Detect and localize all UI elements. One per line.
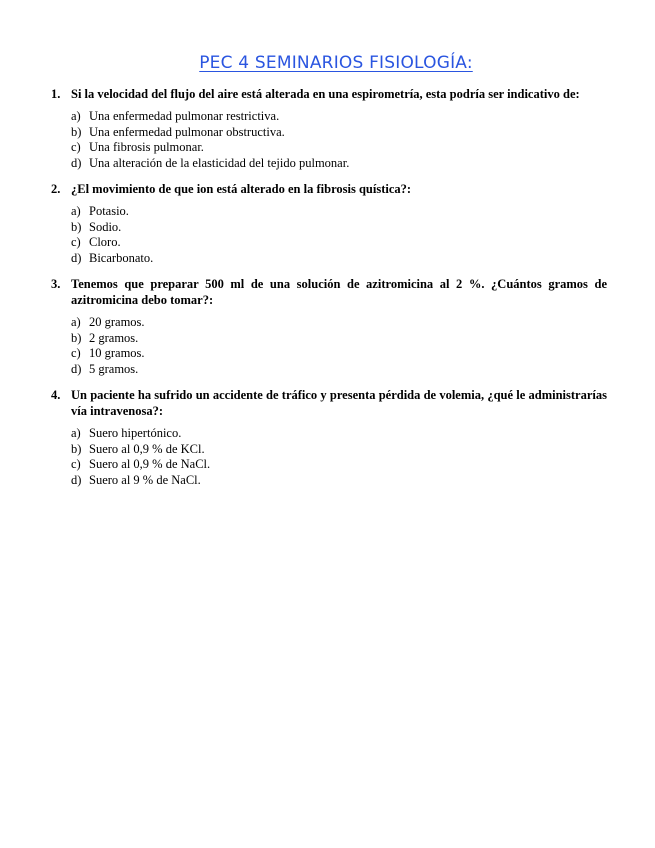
option-letter: c): [71, 346, 81, 360]
option-letter: b): [71, 124, 82, 139]
question-header: [51, 276, 607, 308]
option-list: [71, 426, 607, 488]
option-letter: a): [71, 426, 81, 440]
option-b: [71, 220, 607, 236]
option-letter: d): [71, 155, 82, 170]
question-header: [51, 86, 607, 102]
option-d: [71, 473, 607, 489]
option-list: [71, 109, 607, 171]
option-letter: c): [71, 235, 81, 249]
question-text: Si la velocidad del flujo del aire está alterada en una espirometría, esta podría ser indicativo de:: [71, 87, 580, 101]
option-text: 10 gramos.: [89, 346, 145, 360]
question-text: ¿El movimiento de que ion está alterado en la fibrosis quística?:: [71, 182, 412, 196]
question-1: [51, 86, 607, 171]
option-b: [71, 442, 607, 458]
option-text: Sodio.: [89, 219, 122, 234]
option-letter: c): [71, 457, 81, 471]
option-text: Bicarbonato.: [89, 250, 154, 265]
option-letter: a): [71, 204, 81, 218]
question-3: [51, 276, 607, 377]
option-b: [71, 125, 607, 141]
option-a: [71, 315, 607, 331]
option-letter: b): [71, 330, 82, 345]
question-number: 3.: [51, 277, 61, 291]
option-a: [71, 426, 607, 442]
option-letter: b): [71, 219, 82, 234]
option-letter: d): [71, 361, 82, 376]
question-number: 1.: [51, 87, 61, 101]
option-letter: c): [71, 140, 81, 154]
option-text: Una enfermedad pulmonar obstructiva.: [89, 124, 285, 139]
option-text: Suero al 0,9 % de NaCl.: [89, 457, 211, 471]
question-2: [51, 181, 607, 266]
question-number: 2.: [51, 182, 61, 196]
option-d: [71, 156, 607, 172]
question-list: [51, 86, 607, 488]
question-header: [51, 387, 607, 419]
option-text: Una enfermedad pulmonar restrictiva.: [89, 109, 280, 123]
option-letter: a): [71, 315, 81, 329]
option-letter: b): [71, 441, 82, 456]
option-text: 5 gramos.: [89, 361, 139, 376]
option-a: [71, 204, 607, 220]
option-text: Suero al 0,9 % de KCl.: [89, 441, 205, 456]
option-b: [71, 331, 607, 347]
option-list: [71, 204, 607, 266]
option-text: Potasio.: [89, 204, 129, 218]
option-c: [71, 346, 607, 362]
document-title: PEC 4 SEMINARIOS FISIOLOGÍA:: [199, 53, 473, 73]
option-list: [71, 315, 607, 377]
question-4: [51, 387, 607, 488]
option-text: Una fibrosis pulmonar.: [89, 140, 204, 154]
question-header: [51, 181, 607, 197]
option-c: [71, 235, 607, 251]
option-text: Una alteración de la elasticidad del tejido pulmonar.: [89, 155, 350, 170]
option-letter: d): [71, 250, 82, 265]
option-text: 20 gramos.: [89, 315, 145, 329]
question-text: Tenemos que preparar 500 ml de una solución de azitromicina al 2 %. ¿Cuántos gramos de azitromicina debo tomar?:: [71, 277, 607, 307]
option-letter: d): [71, 472, 82, 487]
question-text: Un paciente ha sufrido un accidente de tráfico y presenta pérdida de volemia, ¿qué le administrarías vía intravenosa?:: [71, 388, 607, 418]
option-d: [71, 251, 607, 267]
option-text: Suero al 9 % de NaCl.: [89, 472, 201, 487]
option-text: Cloro.: [89, 235, 121, 249]
option-c: [71, 457, 607, 473]
option-c: [71, 140, 607, 156]
option-d: [71, 362, 607, 378]
option-text: Suero hipertónico.: [89, 426, 182, 440]
option-letter: a): [71, 109, 81, 123]
question-number: 4.: [51, 388, 61, 402]
option-a: [71, 109, 607, 125]
option-text: 2 gramos.: [89, 330, 139, 345]
